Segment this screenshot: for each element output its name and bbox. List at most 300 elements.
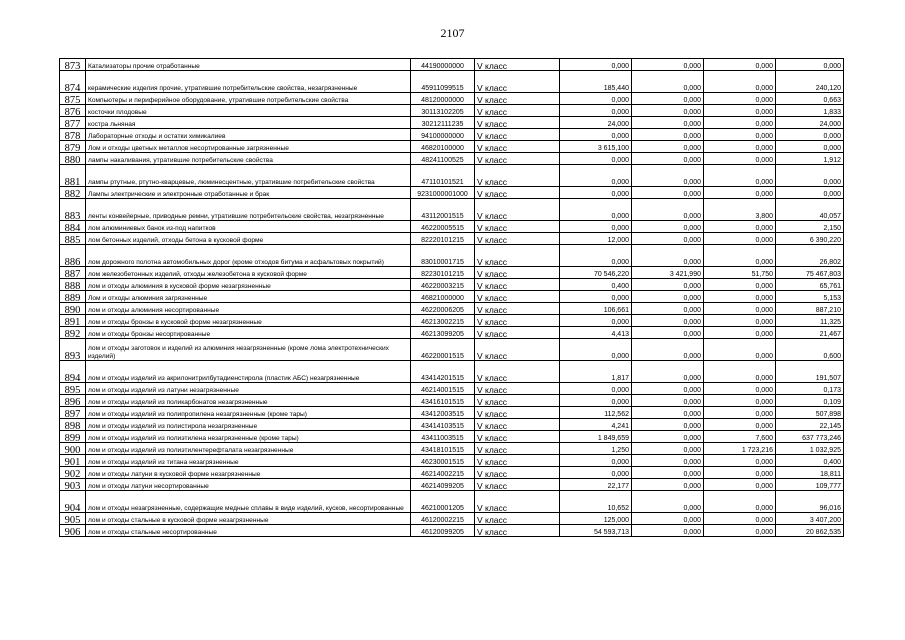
value-3: 0,000 [704, 395, 776, 407]
value-1: 0,000 [560, 129, 632, 141]
value-1: 1,817 [560, 361, 632, 383]
value-3: 0,000 [704, 383, 776, 395]
value-4: 0,000 [776, 165, 844, 187]
value-3: 0,000 [704, 245, 776, 267]
waste-name: лом и отходы изделий из латуни незагрязненные [86, 383, 411, 395]
waste-name: лом и отходы бронзы несортированные [86, 327, 411, 339]
hazard-class: V класс [475, 105, 560, 117]
hazard-class: V класс [475, 153, 560, 165]
value-2: 0,000 [632, 513, 704, 525]
table-row [60, 479, 844, 491]
row-number: 895 [60, 383, 86, 395]
value-4: 0,109 [776, 395, 844, 407]
value-4: 637 773,246 [776, 431, 844, 443]
value-4: 24,000 [776, 117, 844, 129]
waste-code: 46821000000 [411, 291, 475, 303]
hazard-class: V класс [475, 513, 560, 525]
value-3: 0,000 [704, 525, 776, 537]
table-row [60, 467, 844, 479]
row-number: 892 [60, 327, 86, 339]
value-2: 0,000 [632, 221, 704, 233]
waste-code: 83010001715 [411, 245, 475, 267]
row-number: 873 [60, 59, 86, 71]
value-4: 0,400 [776, 455, 844, 467]
hazard-class: V класс [475, 479, 560, 491]
value-4: 96,016 [776, 491, 844, 513]
waste-name: лом и отходы бронзы в кусковой форме незагрязненные [86, 315, 411, 327]
waste-name: костра льняная [86, 117, 411, 129]
value-1: 24,000 [560, 117, 632, 129]
hazard-class: V класс [475, 233, 560, 245]
value-2: 0,000 [632, 199, 704, 221]
value-1: 70 546,220 [560, 267, 632, 279]
waste-name: лом алюминиевых банок из-под напитков [86, 221, 411, 233]
value-3: 51,750 [704, 267, 776, 279]
value-4: 887,210 [776, 303, 844, 315]
value-3: 0,000 [704, 361, 776, 383]
waste-code: 82220101215 [411, 233, 475, 245]
table-row [60, 407, 844, 419]
table-row [60, 419, 844, 431]
hazard-class: V класс [475, 59, 560, 71]
waste-code: 46214002215 [411, 467, 475, 479]
row-number: 881 [60, 165, 86, 187]
hazard-class: V класс [475, 361, 560, 383]
value-3: 0,000 [704, 291, 776, 303]
table-row [60, 245, 844, 267]
value-1: 0,000 [560, 245, 632, 267]
value-2: 0,000 [632, 407, 704, 419]
row-number: 878 [60, 129, 86, 141]
value-4: 0,663 [776, 93, 844, 105]
waste-name: лом бетонных изделий, отходы бетона в кусковой форме [86, 233, 411, 245]
table-row [60, 153, 844, 165]
row-number: 897 [60, 407, 86, 419]
table-row [60, 117, 844, 129]
hazard-class: V класс [475, 141, 560, 153]
waste-name: ленты конвейерные, приводные ремни, утратившие потребительские свойства, незагрязненные [86, 199, 411, 221]
value-4: 40,057 [776, 199, 844, 221]
waste-code: 46120002215 [411, 513, 475, 525]
value-1: 0,000 [560, 93, 632, 105]
value-3: 7,600 [704, 431, 776, 443]
value-3: 0,000 [704, 339, 776, 361]
waste-code: 46214001515 [411, 383, 475, 395]
row-number: 876 [60, 105, 86, 117]
table-row [60, 105, 844, 117]
value-2: 3 421,990 [632, 267, 704, 279]
waste-name: лом и отходы стальные несортированные [86, 525, 411, 537]
value-4: 75 467,803 [776, 267, 844, 279]
value-1: 0,000 [560, 165, 632, 187]
value-2: 0,000 [632, 129, 704, 141]
table-row [60, 303, 844, 315]
value-1: 0,000 [560, 291, 632, 303]
value-4: 0,000 [776, 129, 844, 141]
row-number: 894 [60, 361, 86, 383]
waste-code: 46220006205 [411, 303, 475, 315]
value-2: 0,000 [632, 455, 704, 467]
value-4: 191,507 [776, 361, 844, 383]
waste-code: 43414103515 [411, 419, 475, 431]
hazard-class: V класс [475, 303, 560, 315]
hazard-class: V класс [475, 315, 560, 327]
table-row [60, 141, 844, 153]
value-2: 0,000 [632, 339, 704, 361]
value-1: 4,413 [560, 327, 632, 339]
value-2: 0,000 [632, 165, 704, 187]
row-number: 902 [60, 467, 86, 479]
value-2: 0,000 [632, 467, 704, 479]
row-number: 886 [60, 245, 86, 267]
waste-name: лом и отходы латуни в кусковой форме незагрязненные [86, 467, 411, 479]
waste-name: лампы ртутные, ртутно-кварцевые, люминесцентные, утратившие потребительские свойства [86, 165, 411, 187]
waste-code: 43418101515 [411, 443, 475, 455]
value-3: 0,000 [704, 407, 776, 419]
value-3: 0,000 [704, 479, 776, 491]
value-3: 0,000 [704, 467, 776, 479]
table-row [60, 383, 844, 395]
value-1: 0,000 [560, 105, 632, 117]
waste-code: 43414201515 [411, 361, 475, 383]
value-3: 0,000 [704, 141, 776, 153]
row-number: 901 [60, 455, 86, 467]
table-row [60, 71, 844, 93]
row-number: 904 [60, 491, 86, 513]
value-2: 0,000 [632, 525, 704, 537]
value-4: 18,811 [776, 467, 844, 479]
table-row [60, 199, 844, 221]
value-4: 0,000 [776, 59, 844, 71]
table-row [60, 93, 844, 105]
value-1: 0,000 [560, 221, 632, 233]
waste-name: Лабораторные отходы и остатки химикалиев [86, 129, 411, 141]
value-4: 507,898 [776, 407, 844, 419]
waste-code: 43411003515 [411, 431, 475, 443]
hazard-class: V класс [475, 443, 560, 455]
value-2: 0,000 [632, 71, 704, 93]
value-4: 1 032,925 [776, 443, 844, 455]
row-number: 888 [60, 279, 86, 291]
waste-name: лом и отходы латуни несортированные [86, 479, 411, 491]
row-number: 903 [60, 479, 86, 491]
value-2: 0,000 [632, 431, 704, 443]
waste-name: лом и отходы изделий из титана незагрязненные [86, 455, 411, 467]
waste-code: 46220001515 [411, 339, 475, 361]
value-2: 0,000 [632, 141, 704, 153]
value-4: 240,120 [776, 71, 844, 93]
table-row [60, 513, 844, 525]
value-3: 0,000 [704, 59, 776, 71]
value-2: 0,000 [632, 315, 704, 327]
row-number: 875 [60, 93, 86, 105]
hazard-class: V класс [475, 245, 560, 267]
waste-name: лом и отходы изделий из полиэтилена незагрязненные (кроме тары) [86, 431, 411, 443]
row-number: 893 [60, 339, 86, 361]
hazard-class: V класс [475, 187, 560, 199]
value-1: 0,000 [560, 315, 632, 327]
hazard-class: V класс [475, 279, 560, 291]
value-1: 54 593,713 [560, 525, 632, 537]
value-2: 0,000 [632, 491, 704, 513]
value-4: 6 390,220 [776, 233, 844, 245]
value-4: 109,777 [776, 479, 844, 491]
value-3: 0,000 [704, 117, 776, 129]
table-row [60, 129, 844, 141]
table-row [60, 395, 844, 407]
waste-name: лом и отходы изделий из акрилонитрилбутадиенстирола (пластик АБС) незагрязненные [86, 361, 411, 383]
waste-code: 48241100525 [411, 153, 475, 165]
table-row [60, 291, 844, 303]
waste-code: 43112001515 [411, 199, 475, 221]
value-2: 0,000 [632, 361, 704, 383]
value-2: 0,000 [632, 93, 704, 105]
value-4: 65,761 [776, 279, 844, 291]
value-3: 0,000 [704, 513, 776, 525]
value-3: 0,000 [704, 419, 776, 431]
table-row [60, 491, 844, 513]
table-row [60, 59, 844, 71]
waste-name: Компьютеры и периферийное оборудование, утратившие потребительские свойства [86, 93, 411, 105]
value-3: 0,000 [704, 71, 776, 93]
row-number: 889 [60, 291, 86, 303]
waste-code: 46230001515 [411, 455, 475, 467]
value-3: 0,000 [704, 93, 776, 105]
table-row [60, 221, 844, 233]
value-4: 1,912 [776, 153, 844, 165]
waste-code: 82230101215 [411, 267, 475, 279]
value-2: 0,000 [632, 479, 704, 491]
hazard-class: V класс [475, 395, 560, 407]
hazard-class: V класс [475, 165, 560, 187]
value-1: 112,562 [560, 407, 632, 419]
value-3: 0,000 [704, 455, 776, 467]
waste-name: лом и отходы алюминия в кусковой форме незагрязненные [86, 279, 411, 291]
value-1: 0,000 [560, 455, 632, 467]
waste-name: керамические изделия прочие, утратившие потребительские свойства, незагрязненные [86, 71, 411, 93]
value-2: 0,000 [632, 443, 704, 455]
waste-code: 47110101521 [411, 165, 475, 187]
value-1: 22,177 [560, 479, 632, 491]
value-4: 22,145 [776, 419, 844, 431]
hazard-class: V класс [475, 419, 560, 431]
table-row [60, 327, 844, 339]
value-4: 11,325 [776, 315, 844, 327]
value-4: 20 862,535 [776, 525, 844, 537]
value-3: 0,000 [704, 279, 776, 291]
value-3: 1 723,216 [704, 443, 776, 455]
hazard-class: V класс [475, 291, 560, 303]
value-2: 0,000 [632, 383, 704, 395]
table-row [60, 165, 844, 187]
value-2: 0,000 [632, 233, 704, 245]
row-number: 882 [60, 187, 86, 199]
value-3: 0,000 [704, 129, 776, 141]
waste-code: 94100000000 [411, 129, 475, 141]
hazard-class: V класс [475, 407, 560, 419]
row-number: 890 [60, 303, 86, 315]
table-row [60, 361, 844, 383]
row-number: 879 [60, 141, 86, 153]
waste-code: 46213099205 [411, 327, 475, 339]
hazard-class: V класс [475, 221, 560, 233]
waste-code: 46220005515 [411, 221, 475, 233]
value-2: 0,000 [632, 327, 704, 339]
table-row [60, 431, 844, 443]
waste-name: Катализаторы прочие отработанные [86, 59, 411, 71]
value-1: 1,250 [560, 443, 632, 455]
row-number: 905 [60, 513, 86, 525]
waste-name: лампы накаливания, утратившие потребительские свойства [86, 153, 411, 165]
value-3: 0,000 [704, 165, 776, 187]
value-1: 0,000 [560, 187, 632, 199]
value-4: 3 407,200 [776, 513, 844, 525]
value-3: 0,000 [704, 105, 776, 117]
waste-name: косточки плодовые [86, 105, 411, 117]
value-1: 10,652 [560, 491, 632, 513]
value-4: 0,173 [776, 383, 844, 395]
row-number: 900 [60, 443, 86, 455]
value-2: 0,000 [632, 105, 704, 117]
hazard-class: V класс [475, 93, 560, 105]
value-4: 0,000 [776, 187, 844, 199]
value-1: 106,661 [560, 303, 632, 315]
value-1: 0,000 [560, 339, 632, 361]
table-row [60, 267, 844, 279]
value-1: 0,000 [560, 395, 632, 407]
table-row [60, 187, 844, 199]
page-number: 2107 [440, 26, 465, 40]
value-4: 5,153 [776, 291, 844, 303]
waste-code: 46120099205 [411, 525, 475, 537]
table-row [60, 339, 844, 361]
value-2: 0,000 [632, 395, 704, 407]
waste-code: 46820100000 [411, 141, 475, 153]
row-number: 877 [60, 117, 86, 129]
value-4: 0,600 [776, 339, 844, 361]
value-3: 3,800 [704, 199, 776, 221]
value-1: 0,000 [560, 59, 632, 71]
table-body [60, 59, 844, 537]
waste-code: 43416101515 [411, 395, 475, 407]
waste-code: 46210001205 [411, 491, 475, 513]
value-2: 0,000 [632, 245, 704, 267]
table-row [60, 443, 844, 455]
table-row [60, 455, 844, 467]
waste-code: 30212111235 [411, 117, 475, 129]
value-2: 0,000 [632, 291, 704, 303]
hazard-class: V класс [475, 467, 560, 479]
value-4: 26,802 [776, 245, 844, 267]
hazard-class: V класс [475, 199, 560, 221]
table-row [60, 525, 844, 537]
waste-name: лом дорожного полотна автомобильных дорог (кроме отходов битума и асфальтовых покрытий) [86, 245, 411, 267]
waste-name: лом и отходы изделий из поликарбонатов незагрязненные [86, 395, 411, 407]
row-number: 896 [60, 395, 86, 407]
table-row [60, 315, 844, 327]
hazard-class: V класс [475, 339, 560, 361]
row-number: 906 [60, 525, 86, 537]
value-2: 0,000 [632, 153, 704, 165]
value-2: 0,000 [632, 187, 704, 199]
waste-code: 43412003515 [411, 407, 475, 419]
waste-code: 46214099205 [411, 479, 475, 491]
value-1: 0,400 [560, 279, 632, 291]
hazard-class: V класс [475, 491, 560, 513]
value-1: 0,000 [560, 199, 632, 221]
hazard-class: V класс [475, 431, 560, 443]
value-3: 0,000 [704, 315, 776, 327]
waste-code: 45911099515 [411, 71, 475, 93]
value-2: 0,000 [632, 59, 704, 71]
waste-name: лом и отходы стальные в кусковой форме незагрязненные [86, 513, 411, 525]
row-number: 883 [60, 199, 86, 221]
value-2: 0,000 [632, 303, 704, 315]
hazard-class: V класс [475, 455, 560, 467]
value-3: 0,000 [704, 187, 776, 199]
waste-code: 46220003215 [411, 279, 475, 291]
value-4: 21,467 [776, 327, 844, 339]
value-2: 0,000 [632, 419, 704, 431]
waste-name: лом и отходы изделий из полипропилена незагрязненные (кроме тары) [86, 407, 411, 419]
table-row [60, 279, 844, 291]
value-3: 0,000 [704, 303, 776, 315]
waste-name: лом железобетонных изделий, отходы железобетона в кусковой форме [86, 267, 411, 279]
value-3: 0,000 [704, 221, 776, 233]
row-number: 880 [60, 153, 86, 165]
row-number: 874 [60, 71, 86, 93]
value-1: 12,000 [560, 233, 632, 245]
waste-code: 44190000000 [411, 59, 475, 71]
waste-name: лом и отходы изделий из полиэтилентерефталата незагрязненные [86, 443, 411, 455]
value-1: 4,241 [560, 419, 632, 431]
value-1: 1 849,659 [560, 431, 632, 443]
value-1: 3 615,100 [560, 141, 632, 153]
value-4: 0,000 [776, 141, 844, 153]
waste-code: 48120000000 [411, 93, 475, 105]
waste-name: лом и отходы алюминия несортированные [86, 303, 411, 315]
value-1: 0,000 [560, 467, 632, 479]
value-1: 0,000 [560, 153, 632, 165]
waste-name: лом и отходы незагрязненные, содержащие медные сплавы в виде изделий, кусков, несортированные [86, 491, 411, 513]
row-number: 887 [60, 267, 86, 279]
waste-table [59, 58, 844, 537]
waste-code: 46213002215 [411, 315, 475, 327]
row-number: 884 [60, 221, 86, 233]
waste-name: лом и отходы заготовок и изделий из алюминия незагрязненные (кроме лома электротехнических изделий) [86, 339, 411, 361]
hazard-class: V класс [475, 525, 560, 537]
row-number: 899 [60, 431, 86, 443]
value-4: 2,150 [776, 221, 844, 233]
value-1: 125,000 [560, 513, 632, 525]
waste-name: Лампы электрические и электронные отработанные и брак [86, 187, 411, 199]
waste-code: 9231000001000 [411, 187, 475, 199]
row-number: 898 [60, 419, 86, 431]
row-number: 891 [60, 315, 86, 327]
value-4: 1,833 [776, 105, 844, 117]
hazard-class: V класс [475, 383, 560, 395]
hazard-class: V класс [475, 327, 560, 339]
row-number: 885 [60, 233, 86, 245]
value-3: 0,000 [704, 491, 776, 513]
value-2: 0,000 [632, 117, 704, 129]
value-2: 0,000 [632, 279, 704, 291]
hazard-class: V класс [475, 117, 560, 129]
value-3: 0,000 [704, 327, 776, 339]
hazard-class: V класс [475, 71, 560, 93]
waste-code: 30113102205 [411, 105, 475, 117]
waste-name: Лом и отходы цветных металлов несортированные загрязненные [86, 141, 411, 153]
